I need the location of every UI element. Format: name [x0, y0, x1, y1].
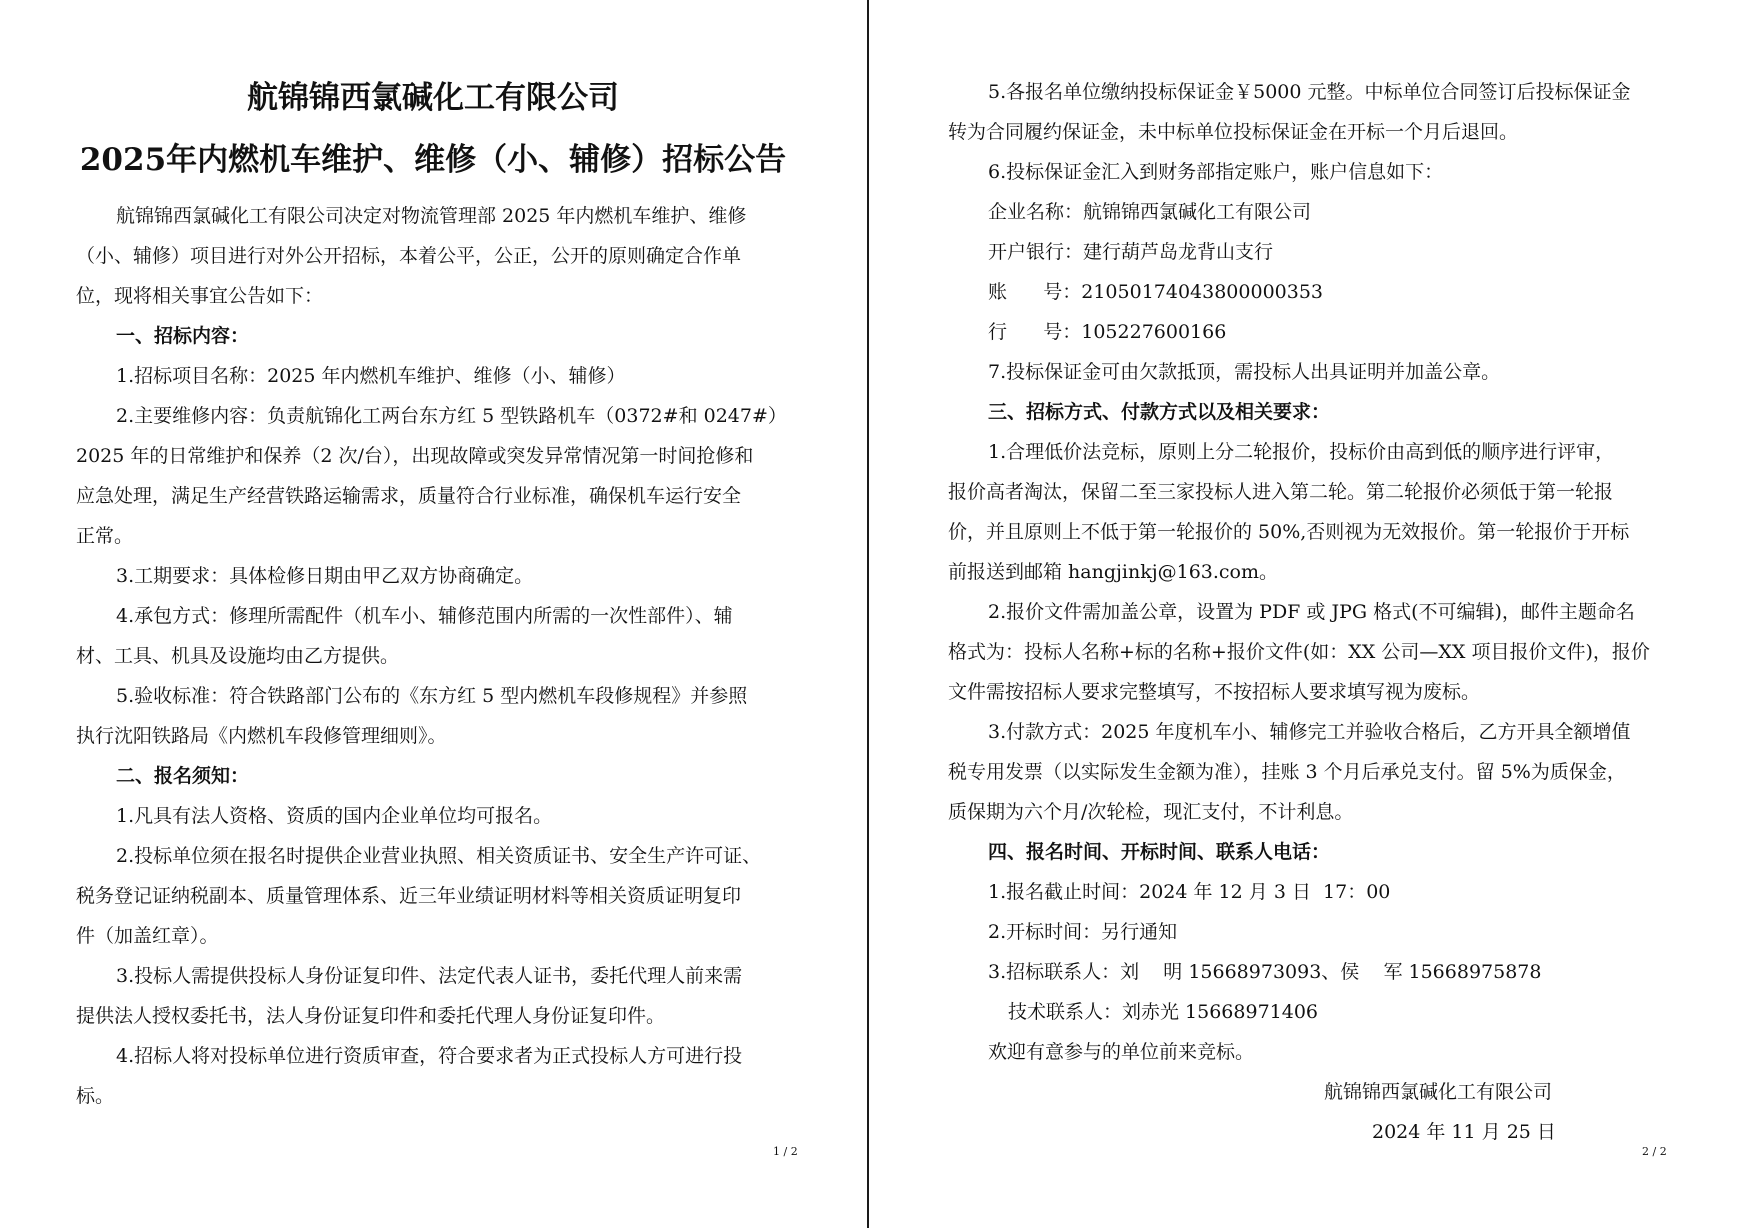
s3-item3: 质保期为六个月/次轮检，现汇支付，不计利息。	[948, 801, 1354, 823]
company-title: 航锦锦西氯碱化工有限公司	[247, 80, 619, 116]
s2-item4: 标。	[76, 1085, 115, 1107]
s4-item1: 1.报名截止时间：2024 年 12 月 3 日 17：00	[988, 881, 1391, 903]
s4-item3: 3.招标联系人：刘 明 15668973093、侯 军 15668975878	[988, 961, 1542, 983]
account-number-row	[988, 280, 1323, 304]
account-number: 21050174043800000353	[1081, 281, 1324, 303]
s1-item2: 2025 年的日常维护和保养（2 次/台），出现故障或突发异常情况第一时间抢修和	[76, 445, 754, 467]
s1-item2: 2.主要维修内容：负责航锦化工两台东方红 5 型铁路机车（0372#和 0247#）	[116, 405, 787, 427]
s2-item3: 3.投标人需提供投标人身份证复印件、法定代表人证书，委托代理人前来需	[116, 965, 743, 987]
s2-item2: 件（加盖红章）。	[76, 925, 219, 947]
s2-item1: 1.凡具有法人资格、资质的国内企业单位均可报名。	[116, 805, 553, 827]
signature-company: 航锦锦西氯碱化工有限公司	[1324, 1081, 1553, 1103]
s3-item2: 文件需按招标人要求完整填写，不按招标人要求填写视为废标。	[948, 681, 1481, 703]
s2-item6: 6.投标保证金汇入到财务部指定账户，账户信息如下：	[988, 161, 1444, 183]
welcome-text: 欢迎有意参与的单位前来竞标。	[988, 1041, 1255, 1063]
s2-item2: 2.投标单位须在报名时提供企业营业执照、相关资质证书、安全生产许可证、	[116, 845, 762, 867]
page-number: 2 / 2	[1642, 1145, 1667, 1158]
s3-item2: 格式为：投标人名称+标的名称+报价文件(如：XX 公司—XX 项目报价文件)，报价	[948, 641, 1650, 663]
bank-number: 105227600166	[1081, 321, 1227, 343]
s3-item1: 价，并且原则上不低于第一轮报价的 50%,否则视为无效报价。第一轮报价于开标	[948, 521, 1630, 543]
signature-date: 2024 年 11 月 25 日	[1372, 1121, 1556, 1143]
section3-heading: 三、招标方式、付款方式以及相关要求：	[988, 401, 1331, 423]
notice-title: 2025年内燃机车维护、维修（小、辅修）招标公告	[79, 142, 787, 178]
s3-item2: 2.报价文件需加盖公章，设置为 PDF 或 JPG 格式(不可编辑)，邮件主题命名	[988, 601, 1635, 623]
page-divider	[867, 0, 869, 1228]
s3-item3: 3.付款方式：2025 年度机车小、辅修完工并验收合格后，乙方开具全额增值	[988, 721, 1631, 743]
page-number: 1 / 2	[773, 1145, 798, 1158]
s3-item1: 1.合理低价法竞标，原则上分二轮报价，投标价由高到低的顺序进行评审，	[988, 441, 1615, 463]
section1-heading: 一、招标内容：	[116, 325, 250, 347]
page-1	[0, 0, 866, 1228]
s2-item5: 5.各报名单位缴纳投标保证金￥5000 元整。中标单位合同签订后投标保证金	[988, 81, 1631, 103]
page-2	[872, 0, 1737, 1228]
account-bank: 开户银行：建行葫芦岛龙背山支行	[988, 241, 1274, 263]
s1-item2: 正常。	[76, 525, 134, 547]
s1-item4: 4.承包方式：修理所需配件（机车小、辅修范围内所需的一次性部件）、辅	[116, 605, 733, 627]
bank-number-row	[988, 320, 1226, 344]
s1-item5: 执行沈阳铁路局《内燃机车段修管理细则》。	[76, 725, 447, 747]
s3-item1: 报价高者淘汰，保留二至三家投标人进入第二轮。第二轮报价必须低于第一轮报	[948, 481, 1614, 503]
account-number-label: 账 号：	[988, 281, 1082, 303]
s1-item3: 3.工期要求：具体检修日期由甲乙双方协商确定。	[116, 565, 534, 587]
s1-item2: 应急处理，满足生产经营铁路运输需求，质量符合行业标准，确保机车运行安全	[76, 485, 742, 507]
section4-heading: 四、报名时间、开标时间、联系人电话：	[988, 841, 1331, 863]
account-company: 企业名称：航锦锦西氯碱化工有限公司	[988, 201, 1312, 223]
intro-line: 位，现将相关事宜公告如下：	[76, 285, 324, 307]
s3-item3: 税专用发票（以实际发生金额为准），挂账 3 个月后承兑支付。留 5%为质保金，	[948, 761, 1626, 783]
s2-item3: 提供法人授权委托书，法人身份证复印件和委托代理人身份证复印件。	[76, 1005, 666, 1027]
s4-item2: 2.开标时间：另行通知	[988, 921, 1178, 943]
s1-item5: 5.验收标准：符合铁路部门公布的《东方红 5 型内燃机车段修规程》并参照	[116, 685, 748, 707]
intro-line: （小、辅修）项目进行对外公开招标，本着公平，公正，公开的原则确定合作单	[76, 245, 742, 267]
s2-item7: 7.投标保证金可由欠款抵顶，需投标人出具证明并加盖公章。	[988, 361, 1501, 383]
s1-item4: 材、工具、机具及设施均由乙方提供。	[76, 645, 400, 667]
s2-item5: 转为合同履约保证金，未中标单位投标保证金在开标一个月后退回。	[948, 121, 1519, 143]
s3-item1: 前报送到邮箱 hangjinkj@163.com。	[948, 561, 1279, 583]
s1-item1: 1.招标项目名称：2025 年内燃机车维护、维修（小、辅修）	[116, 365, 626, 387]
s4-tech-contact: 技术联系人：刘赤光 15668971406	[1008, 1001, 1319, 1023]
section2-heading: 二、报名须知：	[116, 765, 250, 787]
bank-number-label: 行 号：	[988, 321, 1082, 343]
intro-line: 航锦锦西氯碱化工有限公司决定对物流管理部 2025 年内燃机车维护、维修	[116, 205, 747, 227]
s2-item2: 税务登记证纳税副本、质量管理体系、近三年业绩证明材料等相关资质证明复印	[76, 885, 742, 907]
s2-item4: 4.招标人将对投标单位进行资质审查，符合要求者为正式投标人方可进行投	[116, 1045, 743, 1067]
